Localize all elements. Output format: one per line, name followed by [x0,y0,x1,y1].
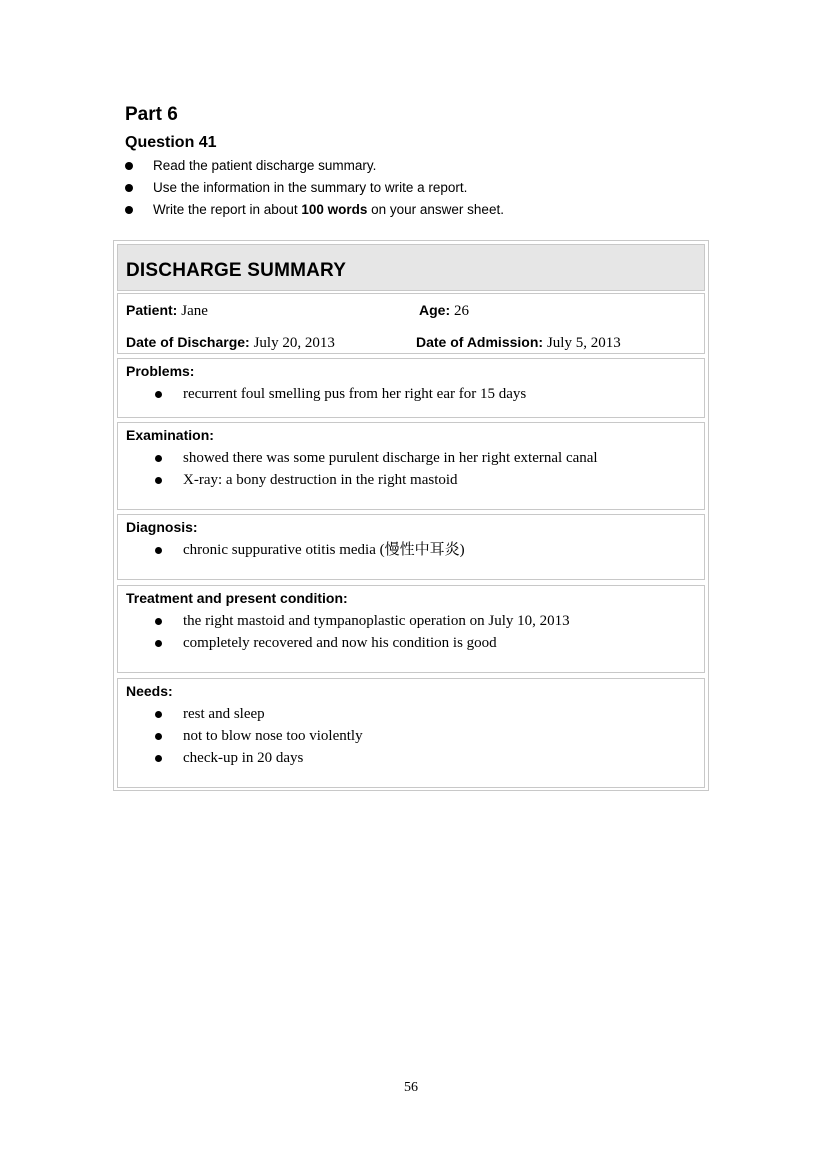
list-item [126,447,598,469]
admission-date-label: Date of Admission: [416,334,544,350]
summary-header [117,244,705,291]
list-item-text: X-ray: a bony destruction in the right mastoid [183,472,458,488]
problems-label: Problems: [126,363,195,379]
patient-info-section [117,293,705,354]
treatment-section [117,585,705,673]
discharge-date-label: Date of Discharge: [126,334,250,350]
diagnosis-label: Diagnosis: [126,519,198,535]
list-item-text: completely recovered and now his condition is good [183,635,497,651]
diagnosis-list [126,539,465,561]
instruction-item [125,178,504,200]
list-item [126,539,465,561]
diagnosis-section [117,514,705,580]
bullet-icon [155,755,162,762]
bullet-icon [155,477,162,484]
instructions-list [125,156,504,222]
patient-value: Jane [181,303,208,319]
list-item-text: the right mastoid and tympanoplastic operation on July 10, 2013 [183,613,570,629]
needs-list [126,703,363,769]
list-item-text: chronic suppurative otitis media (慢性中耳炎) [183,542,465,558]
instruction-text: Read the patient discharge summary. [153,158,377,173]
instruction-text-bold: 100 words [301,202,368,217]
patient-field [126,302,208,320]
bullet-icon [125,184,133,192]
discharge-date-value: July 20, 2013 [253,335,335,351]
age-value: 26 [454,303,470,319]
treatment-label: Treatment and present condition: [126,590,348,606]
part-title: Part 6 [125,104,178,125]
examination-list [126,447,598,491]
list-item-text: showed there was some purulent discharge in her right external canal [183,450,598,466]
bullet-icon [155,711,162,718]
bullet-icon [155,618,162,625]
problems-section [117,358,705,418]
instruction-text-pre: Write the report in about [153,202,302,217]
summary-title: DISCHARGE SUMMARY [126,260,347,281]
list-item [126,725,363,747]
age-field [419,302,469,320]
list-item [126,383,526,405]
list-item-text: recurrent foul smelling pus from her right ear for 15 days [183,386,527,402]
examination-label: Examination: [126,427,214,443]
instruction-item [125,200,504,222]
list-item [126,703,363,725]
question-title: Question 41 [125,134,217,151]
page-number: 56 [404,1080,418,1095]
examination-section [117,422,705,510]
list-item [126,632,570,654]
needs-label: Needs: [126,683,173,699]
needs-section [117,678,705,788]
discharge-summary-box [113,240,709,791]
bullet-icon [155,733,162,740]
problems-list [126,383,526,405]
patient-label: Patient: [126,302,178,318]
list-item [126,610,570,632]
bullet-icon [125,162,133,170]
admission-date-value: July 5, 2013 [546,335,621,351]
bullet-icon [155,455,162,462]
instruction-text: Use the information in the summary to write a report. [153,180,468,195]
admission-date-field [416,334,621,352]
treatment-list [126,610,570,654]
list-item [126,747,363,769]
instruction-item [125,156,504,178]
bullet-icon [155,640,162,647]
bullet-icon [155,547,162,554]
bullet-icon [125,206,133,214]
list-item-text: check-up in 20 days [183,750,304,766]
discharge-date-field [126,334,335,352]
list-item [126,469,598,491]
list-item-text: not to blow nose too violently [183,728,363,744]
instruction-text-post: on your answer sheet. [367,202,504,217]
age-label: Age: [419,302,451,318]
list-item-text: rest and sleep [183,706,265,722]
bullet-icon [155,391,162,398]
